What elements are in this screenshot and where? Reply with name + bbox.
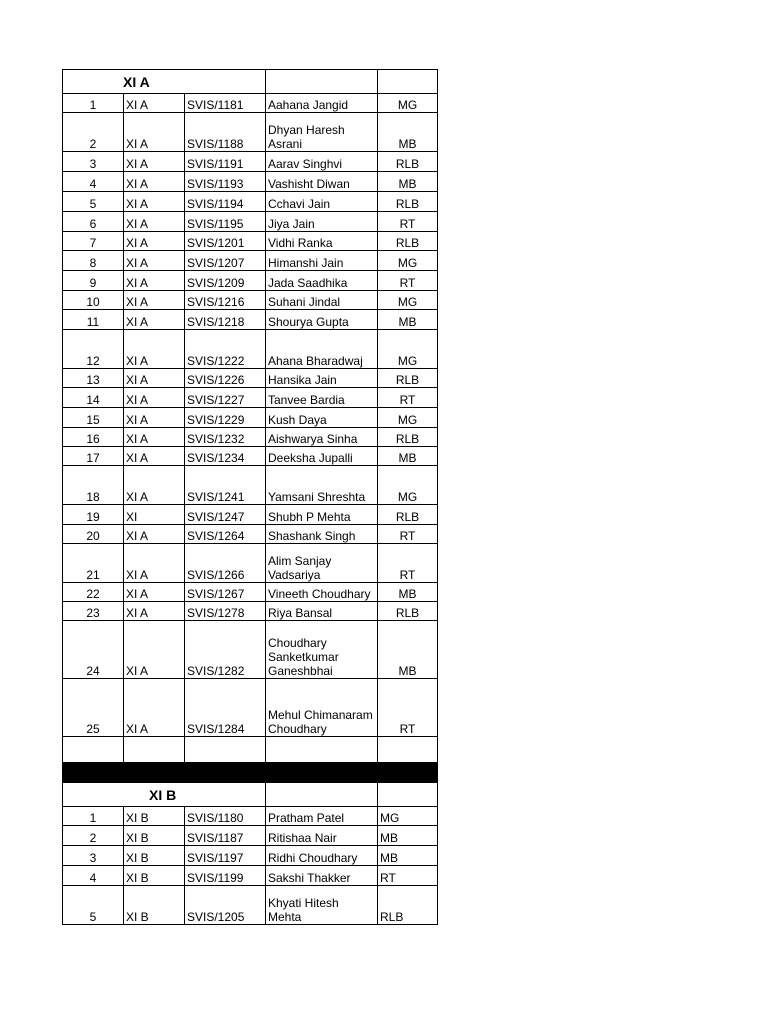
row-class: XI A [124, 330, 185, 369]
section-divider [63, 763, 438, 783]
table-row [63, 826, 438, 846]
table-row [63, 291, 438, 310]
row-admission-id: SVIS/1216 [185, 291, 266, 310]
row-student-name: Choudhary Sanketkumar Ganeshbhai [266, 621, 378, 679]
row-admission-id: SVIS/1188 [185, 113, 266, 152]
row-number: 20 [63, 525, 124, 544]
row-house: MG [378, 466, 438, 505]
row-admission-id: SVIS/1247 [185, 505, 266, 525]
row-class: XI B [124, 886, 185, 925]
row-admission-id: SVIS/1180 [185, 807, 266, 826]
row-house: RT [378, 525, 438, 544]
table-row [63, 212, 438, 232]
row-house: MG [378, 251, 438, 271]
row-admission-id: SVIS/1222 [185, 330, 266, 369]
row-student-name: Cchavi Jain [266, 192, 378, 212]
row-number: 9 [63, 271, 124, 291]
row-student-name: Aahana Jangid [266, 94, 378, 113]
row-number: 16 [63, 428, 124, 447]
row-admission-id: SVIS/1227 [185, 388, 266, 408]
row-student-name: Aarav Singhvi [266, 152, 378, 172]
row-number: 18 [63, 466, 124, 505]
row-class: XI A [124, 152, 185, 172]
row-number: 8 [63, 251, 124, 271]
row-class: XI [124, 505, 185, 525]
row-class: XI A [124, 212, 185, 232]
row-admission-id: SVIS/1199 [185, 866, 266, 886]
table-row [63, 505, 438, 525]
row-class: XI A [124, 583, 185, 602]
row-number: 12 [63, 330, 124, 369]
table-row [63, 271, 438, 291]
row-house: RT [378, 866, 438, 886]
row-class: XI A [124, 428, 185, 447]
table-row [63, 310, 438, 330]
row-house: RLB [378, 428, 438, 447]
table-row [63, 583, 438, 602]
row-class: XI B [124, 846, 185, 866]
row-number: 21 [63, 544, 124, 583]
row-admission-id: SVIS/1205 [185, 886, 266, 925]
table-row [63, 192, 438, 212]
row-house: MB [378, 621, 438, 679]
row-admission-id: SVIS/1187 [185, 826, 266, 846]
row-house: RLB [378, 152, 438, 172]
table-row [63, 388, 438, 408]
row-number: 10 [63, 291, 124, 310]
table-row [63, 621, 438, 679]
row-student-name: Vashisht Diwan [266, 172, 378, 192]
row-number: 23 [63, 602, 124, 621]
table-row [63, 369, 438, 388]
table-row [63, 232, 438, 251]
row-class: XI A [124, 466, 185, 505]
row-class: XI A [124, 679, 185, 737]
row-student-name: Alim Sanjay Vadsariya [266, 544, 378, 583]
row-house: MG [378, 94, 438, 113]
row-number: 22 [63, 583, 124, 602]
row-number: 14 [63, 388, 124, 408]
row-class: XI A [124, 251, 185, 271]
table-row [63, 679, 438, 737]
row-admission-id: SVIS/1218 [185, 310, 266, 330]
table-row [63, 330, 438, 369]
row-admission-id: SVIS/1201 [185, 232, 266, 251]
table-row [63, 866, 438, 886]
row-house: RT [378, 212, 438, 232]
table-row [63, 172, 438, 192]
row-house: RT [378, 544, 438, 583]
row-class: XI A [124, 369, 185, 388]
row-student-name: Vidhi Ranka [266, 232, 378, 251]
table-row [63, 447, 438, 466]
row-student-name: Suhani Jindal [266, 291, 378, 310]
row-number: 1 [63, 94, 124, 113]
row-admission-id: SVIS/1278 [185, 602, 266, 621]
row-house: MB [378, 310, 438, 330]
section-a-title: XI A [63, 70, 266, 94]
row-student-name: Sakshi Thakker [266, 866, 378, 886]
row-admission-id: SVIS/1232 [185, 428, 266, 447]
row-admission-id: SVIS/1193 [185, 172, 266, 192]
row-number: 2 [63, 826, 124, 846]
row-house: RT [378, 679, 438, 737]
row-number: 5 [63, 192, 124, 212]
row-student-name: Shourya Gupta [266, 310, 378, 330]
row-student-name: Himanshi Jain [266, 251, 378, 271]
row-student-name: Vineeth Choudhary [266, 583, 378, 602]
row-number: 5 [63, 886, 124, 925]
row-student-name: Deeksha Jupalli [266, 447, 378, 466]
row-class: XI B [124, 807, 185, 826]
table-row [63, 525, 438, 544]
row-house: MG [378, 291, 438, 310]
table-row [63, 152, 438, 172]
row-admission-id: SVIS/1226 [185, 369, 266, 388]
row-house: MB [378, 172, 438, 192]
row-class: XI A [124, 447, 185, 466]
row-class: XI A [124, 602, 185, 621]
row-admission-id: SVIS/1197 [185, 846, 266, 866]
row-admission-id: SVIS/1266 [185, 544, 266, 583]
section-b-title: XI B [63, 783, 266, 807]
row-student-name: Shashank Singh [266, 525, 378, 544]
table-row [63, 846, 438, 866]
row-house: MB [378, 826, 438, 846]
table-row [63, 251, 438, 271]
row-class: XI A [124, 192, 185, 212]
table-row [63, 807, 438, 826]
row-house: RLB [378, 232, 438, 251]
section-b-header [63, 783, 438, 807]
row-number: 7 [63, 232, 124, 251]
row-admission-id: SVIS/1241 [185, 466, 266, 505]
row-number: 6 [63, 212, 124, 232]
row-house: RLB [378, 505, 438, 525]
row-house: RLB [378, 602, 438, 621]
row-number: 3 [63, 846, 124, 866]
row-house: RLB [378, 192, 438, 212]
row-student-name: Tanvee Bardia [266, 388, 378, 408]
row-admission-id: SVIS/1181 [185, 94, 266, 113]
empty-row [63, 737, 438, 763]
row-class: XI A [124, 172, 185, 192]
row-student-name: Yamsani Shreshta [266, 466, 378, 505]
row-admission-id: SVIS/1284 [185, 679, 266, 737]
row-admission-id: SVIS/1207 [185, 251, 266, 271]
row-admission-id: SVIS/1267 [185, 583, 266, 602]
row-student-name: Shubh P Mehta [266, 505, 378, 525]
row-class: XI A [124, 621, 185, 679]
row-number: 4 [63, 866, 124, 886]
row-number: 1 [63, 807, 124, 826]
row-house: MG [378, 330, 438, 369]
row-admission-id: SVIS/1191 [185, 152, 266, 172]
table-row [63, 428, 438, 447]
row-class: XI A [124, 525, 185, 544]
row-number: 15 [63, 408, 124, 428]
row-class: XI A [124, 113, 185, 152]
row-class: XI B [124, 866, 185, 886]
row-class: XI A [124, 291, 185, 310]
row-house: RLB [378, 886, 438, 925]
row-class: XI A [124, 271, 185, 291]
roster-body [63, 70, 438, 925]
row-class: XI A [124, 232, 185, 251]
row-house: MB [378, 447, 438, 466]
row-student-name: Ahana Bharadwaj [266, 330, 378, 369]
row-student-name: Kush Daya [266, 408, 378, 428]
row-number: 17 [63, 447, 124, 466]
row-number: 11 [63, 310, 124, 330]
row-student-name: Jada Saadhika [266, 271, 378, 291]
row-house: MG [378, 408, 438, 428]
roster-table [62, 69, 438, 925]
row-student-name: Aishwarya Sinha [266, 428, 378, 447]
row-class: XI A [124, 408, 185, 428]
row-student-name: Hansika Jain [266, 369, 378, 388]
table-row [63, 94, 438, 113]
row-house: MB [378, 113, 438, 152]
row-house: MB [378, 583, 438, 602]
section-a-header [63, 70, 438, 94]
row-house: RT [378, 388, 438, 408]
row-student-name: Riya Bansal [266, 602, 378, 621]
row-class: XI A [124, 310, 185, 330]
row-house: RT [378, 271, 438, 291]
row-admission-id: SVIS/1282 [185, 621, 266, 679]
row-house: MB [378, 846, 438, 866]
row-house: RLB [378, 369, 438, 388]
row-admission-id: SVIS/1194 [185, 192, 266, 212]
row-house: MG [378, 807, 438, 826]
row-student-name: Mehul Chimanaram Choudhary [266, 679, 378, 737]
row-admission-id: SVIS/1209 [185, 271, 266, 291]
table-row [63, 408, 438, 428]
row-number: 4 [63, 172, 124, 192]
row-student-name: Khyati Hitesh Mehta [266, 886, 378, 925]
row-admission-id: SVIS/1229 [185, 408, 266, 428]
row-number: 2 [63, 113, 124, 152]
row-admission-id: SVIS/1234 [185, 447, 266, 466]
table-row [63, 113, 438, 152]
table-row [63, 886, 438, 925]
row-student-name: Pratham Patel [266, 807, 378, 826]
row-admission-id: SVIS/1264 [185, 525, 266, 544]
table-row [63, 466, 438, 505]
row-class: XI A [124, 94, 185, 113]
row-class: XI B [124, 826, 185, 846]
row-number: 3 [63, 152, 124, 172]
row-student-name: Dhyan Haresh Asrani [266, 113, 378, 152]
table-row [63, 602, 438, 621]
row-student-name: Jiya Jain [266, 212, 378, 232]
row-number: 25 [63, 679, 124, 737]
row-student-name: Ritishaa Nair [266, 826, 378, 846]
row-student-name: Ridhi Choudhary [266, 846, 378, 866]
row-number: 24 [63, 621, 124, 679]
row-admission-id: SVIS/1195 [185, 212, 266, 232]
row-number: 13 [63, 369, 124, 388]
row-class: XI A [124, 388, 185, 408]
row-number: 19 [63, 505, 124, 525]
row-class: XI A [124, 544, 185, 583]
table-row [63, 544, 438, 583]
